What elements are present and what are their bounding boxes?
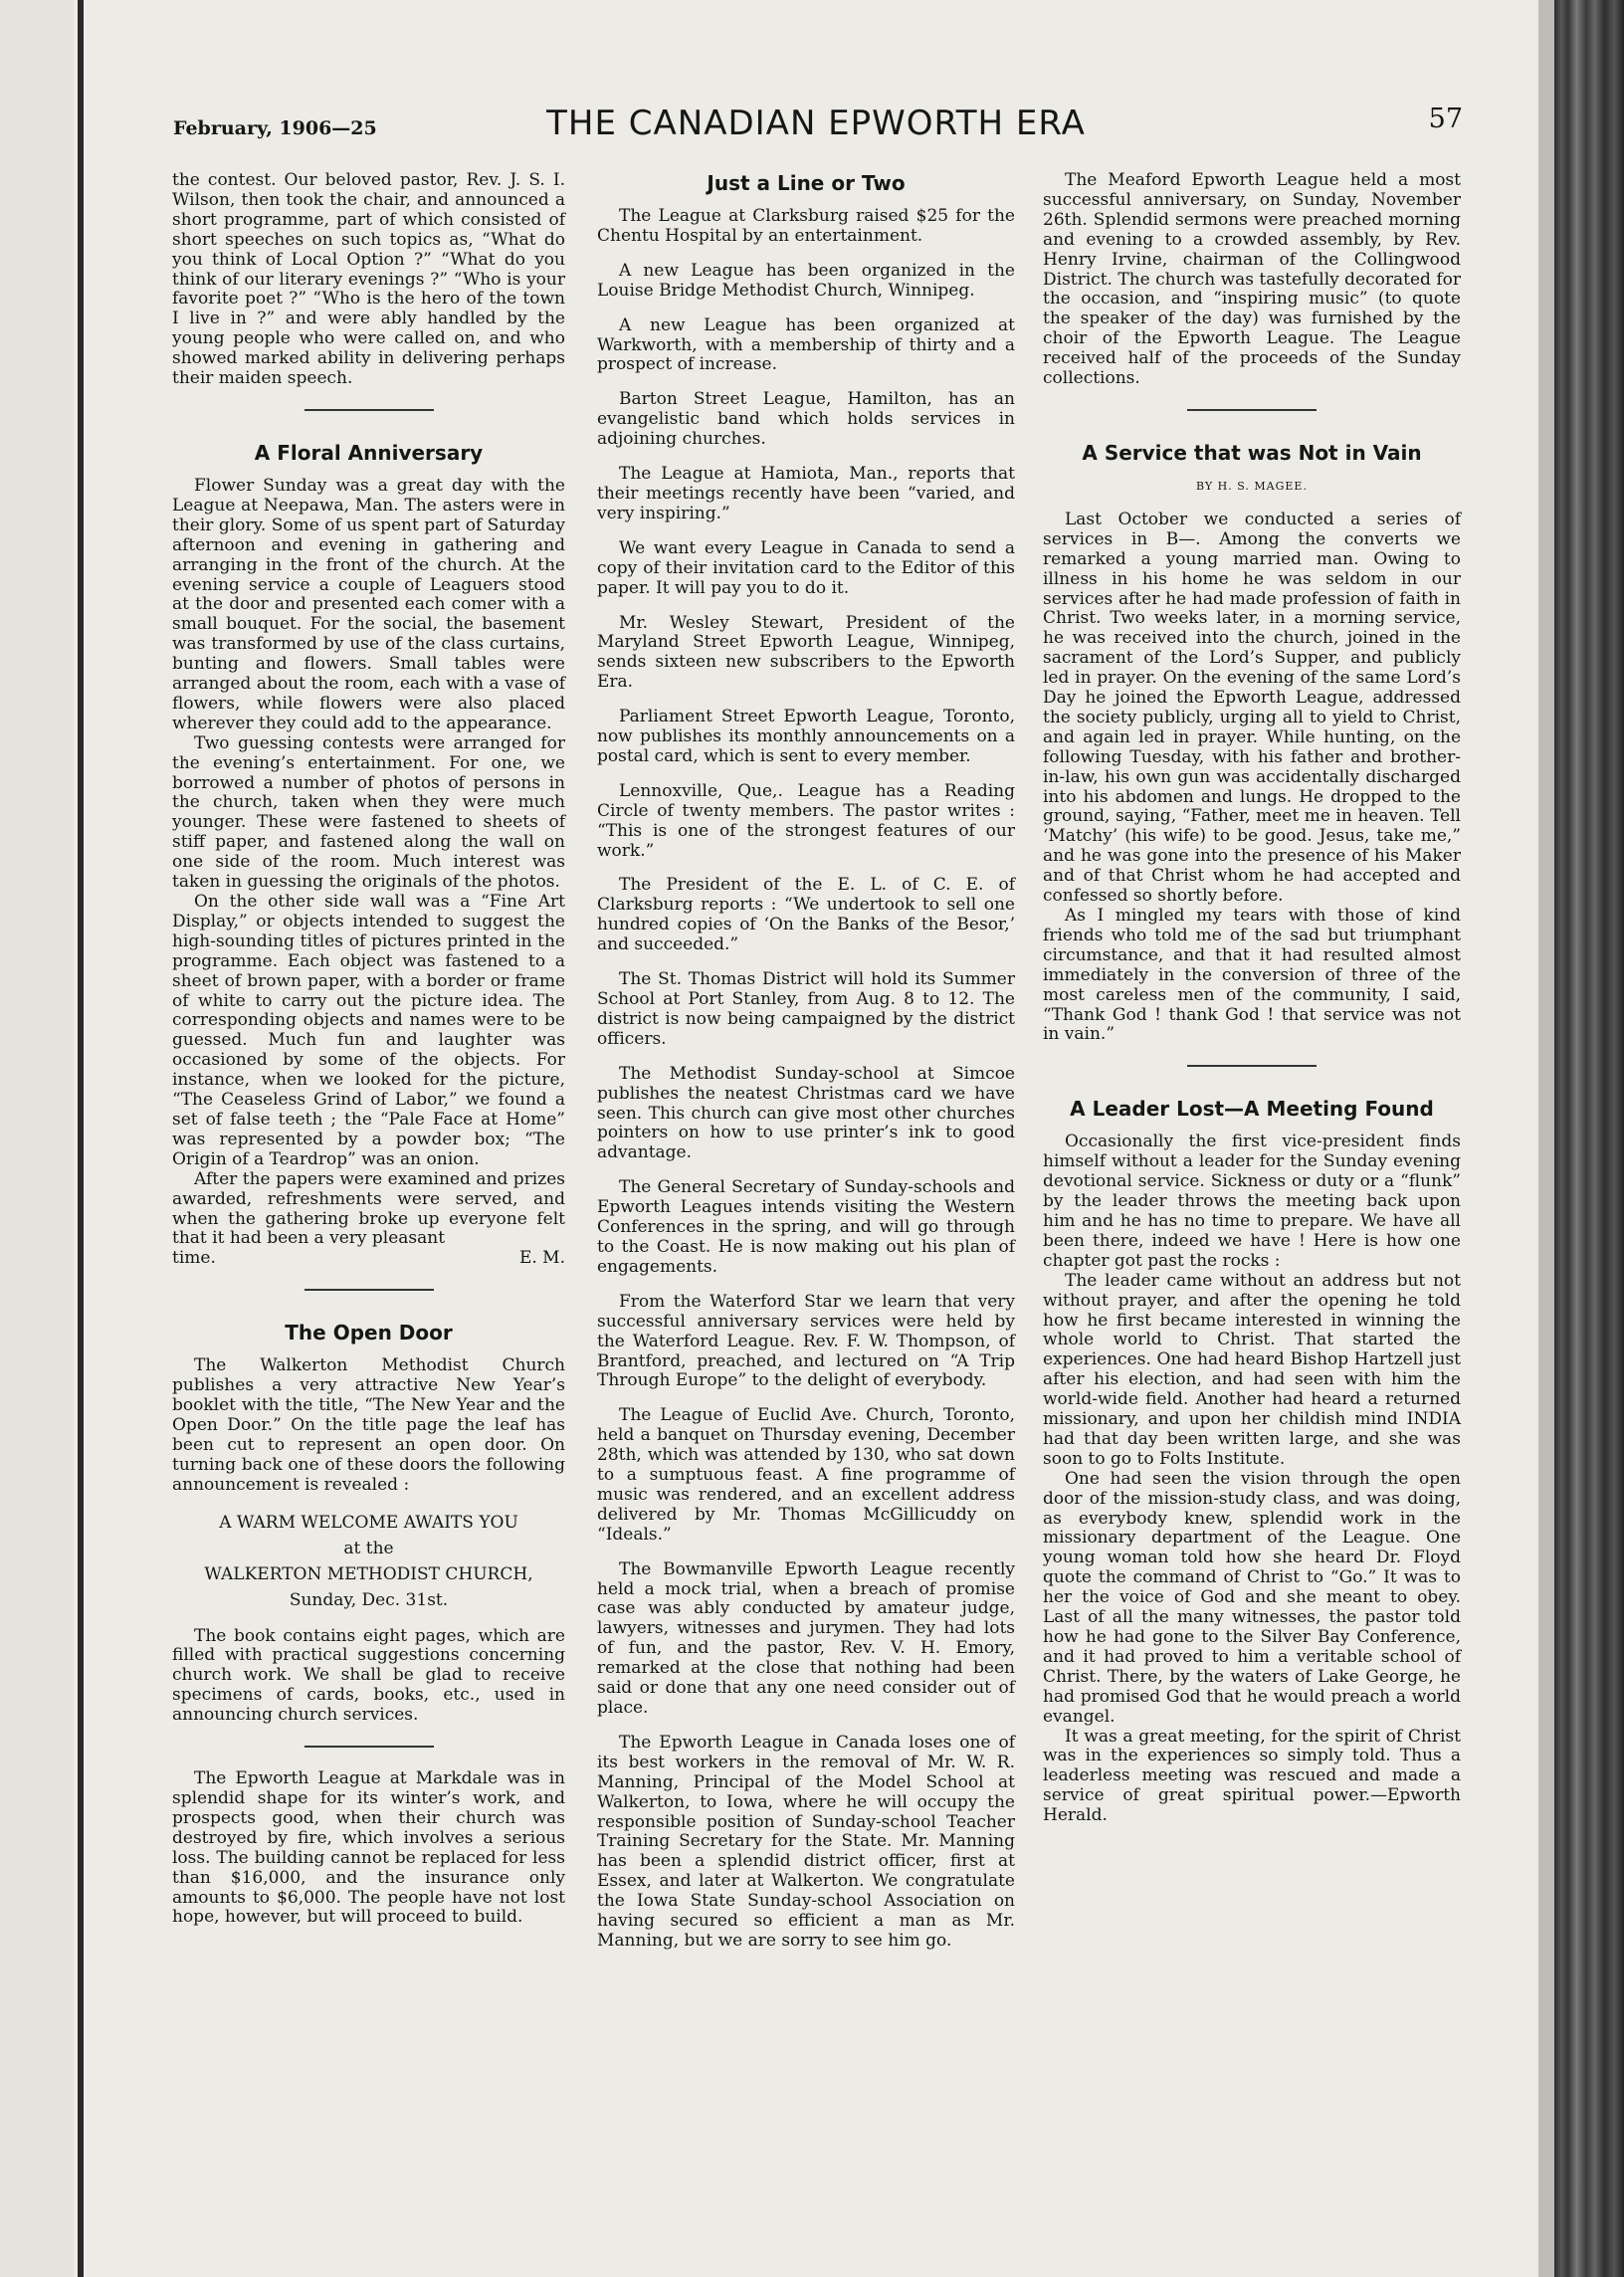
contest-continuation: the contest. Our beloved pastor, Rev. J. S. I. Wilson, then took the chair, and announced a short programme, part of which consisted of short speeches on such topics as, “What do you think of Local Option ?” “What do you think of our literary evenings ?” “Who is your favorite poet ?” “Who is the hero of the town I live in ?” and were ably handled by the young people who were called on, and who showed marked ability in delivering perhaps their maiden speech. — [172, 170, 565, 389]
news-item: Barton Street League, Hamilton, has an evangelistic band which holds services in adjoining churches. — [597, 389, 1015, 450]
news-item: The St. Thomas District will hold its Summer School at Port Stanley, from Aug. 8 to 12. The district is now being campaigned by the district officers. — [597, 969, 1015, 1049]
author-initials: E. M. — [518, 1248, 565, 1269]
paragraph: The leader came without an address but not without prayer, and after the opening he told how he first became interested in winning the whole world to Christ. That started the experiences. One had heard Bishop Hartzell just after his election, and had seen with him the world-wide field. Another had heard a returned missionary, and upon her childish mind INDIA had that day been written large, and she was soon to go to Folts Institute. — [1043, 1270, 1461, 1469]
issue-date: February, 1906—25 — [173, 117, 377, 139]
running-head — [169, 100, 1463, 149]
paragraph-markdale: The Epworth League at Markdale was in splendid shape for its winter’s work, and prospects good, when their church was destroyed by fire, which involves a serious loss. The building cannot be replaced for less than $16,000, and the insurance only amounts to $6,000. The people have not lost hope, however, but will proceed to build. — [172, 1768, 565, 1928]
journal-title: THE CANADIAN EPWORTH ERA — [546, 104, 1086, 143]
paragraph-meaford: The Meaford Epworth League held a most successful anniversary, on Sunday, November 26th. Splendid sermons were preached morning and evening to a crowded assembly, by Rev. Henry Irvine, chairman of the Collingwood District. The church was tastefully decorated for the occasion, and “inspiring music” (to quote the speaker of the day) was furnished by the choir of the Epworth League. The League received half of the proceeds of the Sunday collections. — [1043, 170, 1461, 389]
news-item: The League at Hamiota, Man., reports that their meetings recently have been “varied, and very inspiring.” — [597, 464, 1015, 523]
news-item: Parliament Street Epworth League, Toronto, now publishes its monthly announcements on a postal card, which is sent to every member. — [597, 707, 1015, 766]
paragraph: One had seen the vision through the open door of the mission-study class, and was doing, as everybody knew, splendid work in the missionary department of the League. One young woman told how she heard Dr. Floyd quote the command of Christ to “Go.” It was to her the voice of God and she meant to obey. Last of all the many witnesses, the pastor told how he had gone to the Silver Bay Conference, and it had proved to him a veritable school of Christ. There, by the waters of Lake George, he had promised God that he would preach a world evangel. — [1043, 1468, 1461, 1727]
article-title-service: A Service that was Not in Vain — [1082, 440, 1422, 465]
paragraph: After the papers were examined and prizes awarded, refreshments were served, and when the gathering broke up everyone felt that it had been a very pleasant — [172, 1168, 565, 1249]
column-middle — [597, 171, 1015, 1966]
page-edge — [1538, 0, 1554, 2277]
announcement-line: Sunday, Dec. 31st. — [289, 1589, 449, 1610]
announcement-line: at the — [343, 1538, 394, 1558]
news-item: Mr. Wesley Stewart, President of the Maryland Street Epworth League, Winnipeg, sends sixteen new subscribers to the Epworth Era. — [597, 612, 1015, 693]
news-item: The President of the E. L. of C. E. of Clarksburg reports : “We undertook to sell one hundred copies of ‘On the Banks of the Besor,’ and succeeded.” — [597, 875, 1015, 955]
section-rule — [304, 1289, 434, 1291]
article-title-just-a-line: Just a Line or Two — [707, 171, 906, 195]
byline: BY H. S. MAGEE. — [1196, 479, 1308, 493]
signoff-line — [172, 1249, 565, 1269]
announcement-block — [172, 1510, 565, 1613]
section-rule — [304, 409, 434, 411]
announcement-line: A WARM WELCOME AWAITS YOU — [219, 1512, 518, 1533]
news-item: Lennoxville, Que,. League has a Reading Circle of twenty members. The pastor writes : “This is one of the strongest features of our work.” — [597, 780, 1015, 861]
gutter-shadow-line — [78, 0, 84, 2277]
column-right — [1043, 171, 1461, 1826]
news-item: A new League has been organized in the Louise Bridge Methodist Church, Winnipeg. — [597, 260, 1015, 301]
section-rule — [1187, 409, 1317, 411]
section-rule — [304, 1746, 434, 1748]
paragraph: As I mingled my tears with those of kind friends who told me of the sad but triumphant circumstance, and that it had resulted almost immediately in the conversion of three of the most careless men of the community, I said, “Thank God ! thank God ! that service was not in vain.” — [1043, 906, 1461, 1045]
news-item: The Bowmanville Epworth League recently held a mock trial, when a breach of promise case was ably conducted by amateur judge, lawyers, witnesses and jurymen. They had lots of fun, and the pastor, Rev. V. H. Emory, remarked at the close that nothing had been said or done that any one need consider out of place. — [597, 1558, 1015, 1718]
news-items-list — [597, 207, 1015, 1952]
article-title-floral: A Floral Anniversary — [254, 440, 484, 465]
news-item: From the Waterford Star we learn that very successful anniversary services were held by the Waterford League. Rev. F. W. Thompson, of Brantford, preached, and lectured on “A Trip Through Europe” to the delight of everybody. — [597, 1291, 1015, 1391]
news-item: The General Secretary of Sunday-schools and Epworth Leagues intends visiting the Western Conferences in the spring, and will go through to the Coast. He is now making out his plan of engagements. — [597, 1177, 1015, 1277]
section-rule — [1187, 1065, 1317, 1067]
news-item: The Epworth League in Canada loses one of its best workers in the removal of Mr. W. R. Manning, Principal of the Model School at Walkerton, to Iowa, where he will occupy the responsible position of Sunday-school Teacher Training Secretary for the State. Mr. Manning has been a splendid district officer, first at Essex, and later at Walkerton. We congratulate the Iowa State Sunday-school Association on having secured so efficient a man as Mr. Manning, but we are sorry to see him go. — [597, 1732, 1015, 1951]
paragraph: Two guessing contests were arranged for the evening’s entertainment. For one, we borrowed a number of photos of persons in the church, taken when they were much younger. These were fastened to sheets of stiff paper, and fastened along the wall on one side of the room. Much interest was taken in guessing the originals of the photos. — [172, 732, 565, 893]
column-left — [172, 171, 565, 1928]
paragraph-end: time. — [172, 1248, 216, 1269]
news-item: The Methodist Sunday-school at Simcoe publishes the neatest Christmas card we have seen. This church can give most other churches pointers on how to use printer’s ink to good advantage. — [597, 1063, 1015, 1163]
paragraph: The Walkerton Methodist Church publishes a very attractive New Year’s booklet with the title, “The New Year and the Open Door.” On the title page the leaf has been cut to represent an open door. On turning back one of these doors the following announcement is revealed : — [172, 1355, 565, 1495]
paragraph: The book contains eight pages, which are filled with practical suggestions concerning church work. We shall be glad to receive specimens of cards, books, etc., used in announcing church services. — [172, 1625, 565, 1726]
paragraph: Flower Sunday was a great day with the League at Neepawa, Man. The asters were in their glory. Some of us spent part of Saturday afternoon and evening in gathering and arranging in the front of the church. At the evening service a couple of Leaguers stood at the door and presented each comer with a small bouquet. For the social, the basement was transformed by use of the class curtains, bunting and flowers. Small tables were arranged about the room, each with a vase of flowers, while flowers were also placed wherever they could add to the appearance. — [172, 475, 565, 733]
book-spine — [1554, 0, 1624, 2277]
paragraph: Occasionally the first vice-president finds himself without a leader for the Sunday evening devotional service. Sickness or duty or a “flunk” by the leader throws the meeting back upon him and he has no time to prepare. We have all been there, indeed we have ! Here is how one chapter got past the rocks : — [1043, 1132, 1461, 1271]
article-title-leader-lost: A Leader Lost—A Meeting Found — [1070, 1097, 1434, 1122]
news-item: The League at Clarksburg raised $25 for the Chentu Hospital by an entertainment. — [597, 206, 1015, 246]
announcement-line: WALKERTON METHODIST CHURCH, — [204, 1563, 533, 1584]
left-page-gutter — [0, 0, 74, 2277]
news-item: The League of Euclid Ave. Church, Toronto, held a banquet on Thursday evening, December 28th, which was attended by 130, who sat down to a sumptuous feast. A fine programme of music was rendered, and an excellent address delivered by Mr. Thomas McGillicuddy on “Ideals.” — [597, 1405, 1015, 1545]
paragraph: On the other side wall was a “Fine Art Display,” or objects intended to suggest the high-sounding titles of pictures printed in the programme. Each object was fastened to a sheet of brown paper, with a border or frame of white to carry out the picture idea. The corresponding objects and names were to be guessed. Much fun and laughter was occasioned by some of the objects. For instance, when we looked for the picture, “The Ceaseless Grind of Labor,” we found a set of false teeth ; the “Pale Face at Home” was represented by a powder box; “The Origin of a Teardrop” was an onion. — [172, 892, 565, 1169]
article-title-open-door: The Open Door — [285, 1321, 453, 1346]
news-item: We want every League in Canada to send a copy of their invitation card to the Editor of this paper. It will pay you to do it. — [597, 537, 1015, 598]
news-item: A new League has been organized at Warkworth, with a membership of thirty and a prospect of increase. — [597, 314, 1015, 375]
paragraph: It was a great meeting, for the spirit of Christ was in the experiences so simply told. Thus a leaderless meeting was rescued and made a service of great spiritual power.—Epworth Herald. — [1043, 1726, 1461, 1826]
paragraph: Last October we conducted a series of services in B—. Among the converts we remarked a young married man. Owing to illness in his home he was seldom in our services after he had made profession of faith in Christ. Two weeks later, in a morning service, he was received into the church, joined in the sacrament of the Lord’s Supper, and publicly led in prayer. On the evening of the same Lord’s Day he joined the Epworth League, addressed the society publicly, urging all to yield to Christ, and again led in prayer. While hunting, on the following Tuesday, with his father and brother-in-law, his own gun was accidentally discharged into his abdomen and lungs. He dropped to the ground, saying, “Father, meet me in heaven. Tell ‘Matchy’ (his wife) to be good. Jesus, take me,” and he was gone into the presence of his Maker and of that Christ whom he had accepted and confessed so shortly before. — [1043, 509, 1461, 907]
page-number: 57 — [1428, 104, 1463, 134]
